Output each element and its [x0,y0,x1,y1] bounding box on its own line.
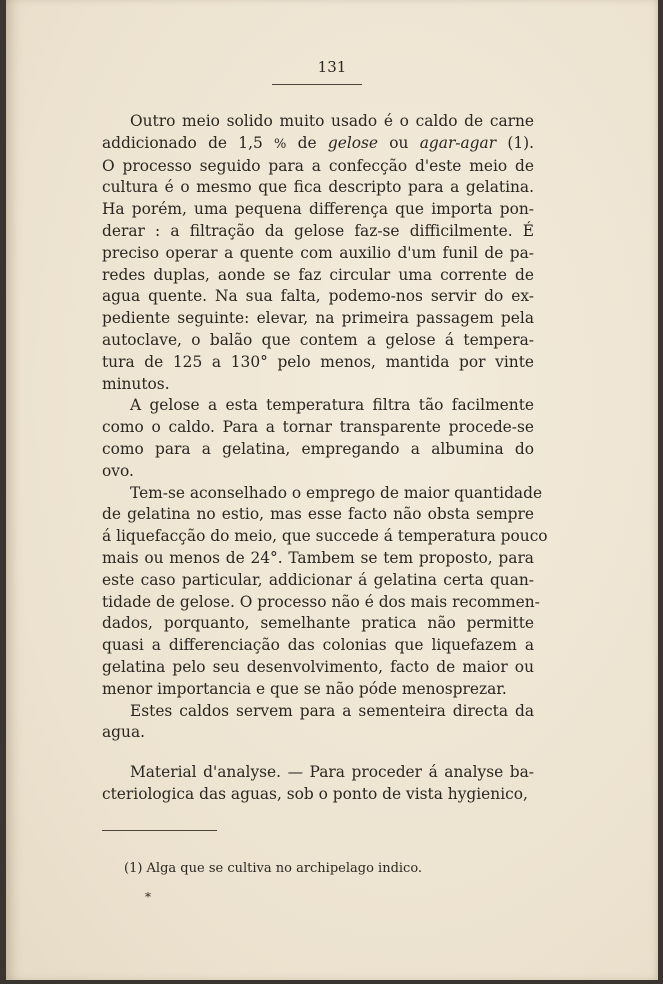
text-line [102,199,534,221]
text-line [102,395,534,417]
footnote-rule [102,830,217,831]
text-segment: A gelose a esta temperatura filtra tão facilmente [130,396,534,415]
signature-mark: * [145,890,151,904]
text-segment: agua quente. Na sua falta, podemo-nos servir do ex- [102,287,534,306]
text-segment: de [286,133,328,152]
text-line [102,679,534,701]
text-line [102,308,534,330]
header-rule [272,84,362,85]
text-line [102,111,534,133]
text-line [102,701,534,723]
text-line [102,352,534,374]
text-segment: Estes caldos servem para a sementeira directa da [130,701,534,720]
text-segment: como para a gelatina, empregando a albumina do [102,439,534,458]
text-segment: Material d'analyse. — Para proceder á analyse ba- [130,763,534,782]
text-line [102,286,534,308]
text-segment: % [274,136,287,152]
text-segment: Ha porém, uma pequena differença que importa pon- [102,200,534,219]
text-segment: mais ou menos de 24°. Tambem se tem proposto, para [102,548,534,567]
text-segment: menor importancia e que se não póde menosprezar. [102,679,507,698]
text-line [102,504,534,526]
text-line [102,156,534,178]
text-line [102,461,534,483]
text-line [102,133,534,156]
text-segment: addicionado de 1,5 [102,133,275,152]
paragraph-gap [102,744,534,762]
footnote: (1) Alga que se cultiva no archipelago indico. [124,861,423,876]
text-segment: ovo. [102,461,134,480]
paragraph [102,701,534,745]
text-line [102,330,534,352]
text-segment: gelose [327,133,379,152]
text-segment: como o caldo. Para a tornar transparente procede-se [102,418,534,437]
text-segment: á liquefacção do meio, que succede á temperatura pouco [102,527,548,546]
text-segment: agar-agar [419,133,497,152]
text-line [102,243,534,265]
text-segment: cteriologica das aguas, sob o ponto de vista hygienico, [102,784,528,803]
text-segment: gelatina pelo seu desenvolvimento, facto de maior ou [102,657,534,676]
text-segment: redes duplas, aonde se faz circular uma corrente de [102,265,534,284]
text-segment: Outro meio solido muito usado é o caldo de carne [130,112,534,130]
text-line [102,762,534,784]
text-segment: minutos. [102,374,170,393]
text-line [102,483,543,505]
text-segment: derar : a filtração da gelose faz-se difficilmente. É [102,221,534,240]
text-line [102,439,534,461]
paragraph [102,111,534,395]
text-line [102,784,534,806]
text-segment: ou [378,133,420,152]
text-segment: agua. [102,723,146,742]
text-line [102,374,534,396]
text-segment: pediente seguinte: elevar, na primeira passagem pela [102,309,534,328]
text-line [102,265,534,287]
text-line [102,635,534,657]
text-line [102,613,534,635]
text-line [102,722,534,744]
text-segment: tura de 125 a 130° pelo menos, mantida por vinte [102,352,534,371]
text-line [102,570,534,592]
page-number: 131 [317,58,347,76]
body-text [102,111,548,806]
text-line [102,657,534,679]
text-segment: quasi a differenciação das colonias que liquefazem a [102,636,534,655]
text-line [102,548,534,570]
text-segment: Tem-se aconselhado o emprego de maior quantidade [130,483,543,502]
text-line [102,417,534,439]
text-line [102,177,534,199]
text-segment: autoclave, o balão que contem a gelose á tempera- [102,330,534,349]
text-line [102,221,534,243]
text-segment: preciso operar a quente com auxilio d'um funil de pa- [102,243,534,262]
book-page [6,0,658,980]
text-segment: este caso particular, addicionar á gelatina certa quan- [102,570,534,589]
text-line [102,592,540,614]
text-segment: dados, porquanto, semelhante pratica não permitte [102,614,534,633]
text-line [102,526,548,548]
paragraph [102,762,534,806]
text-segment: cultura é o mesmo que fica descripto para a gelatina. [102,178,534,197]
text-segment: (1). [496,133,535,152]
text-segment: O processo seguido para a confecção d'este meio de [102,156,534,175]
text-segment: de gelatina no estio, mas esse facto não obsta sempre [102,505,534,524]
text-segment: tidade de gelose. O processo não é dos mais recommen- [102,592,540,611]
paragraph [102,395,534,482]
paragraph [102,483,548,701]
